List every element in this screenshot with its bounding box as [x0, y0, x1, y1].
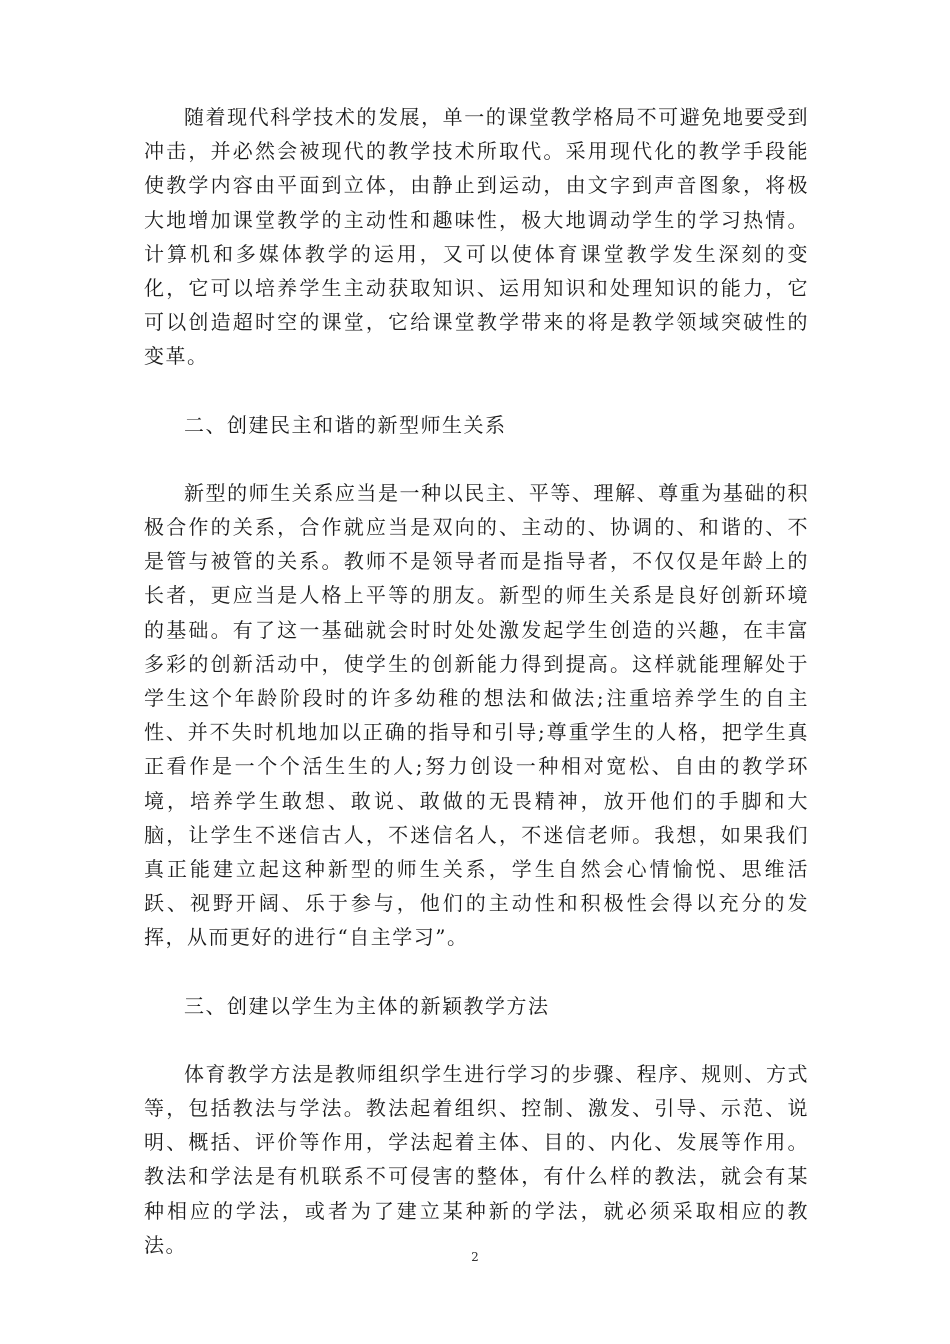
document-body — [144, 100, 809, 1262]
section-heading-teacher-student-relationship: 二、创建民主和谐的新型师生关系 — [184, 412, 507, 437]
paragraph-teaching-methods: 体育教学方法是教师组织学生进行学习的步骤、程序、规则、方式等，包括教法与学法。教法起着组织、控制、激发、引导、示范、说明、概括、评价等作用，学法起着主体、目的、内化、发展等作用。教法和学法是有机联系不可侵害的整体，有什么样的教法，就会有某种相应的学法，或者为了建立某种新的学法，就必须采取相应的教法。 — [144, 1061, 809, 1257]
paragraph-modern-technology: 随着现代科学技术的发展，单一的课堂教学格局不可避免地要受到冲击，并必然会被现代的教学技术所取代。采用现代化的教学手段能使教学内容由平面到立体，由静止到运动，由文字到声音图象，将极大地增加课堂教学的主动性和趣味性，极大地调动学生的学习热情。计算机和多媒体教学的运用，又可以使体育课堂教学发生深刻的变化，它可以培养学生主动获取知识、运用知识和处理知识的能力，它可以创造超时空的课堂，它给课堂教学带来的将是教学领域突破性的变革。 — [144, 105, 809, 369]
page-number: 2 — [471, 1250, 479, 1264]
section-heading-teaching-methods: 三、创建以学生为主体的新颖教学方法 — [184, 993, 550, 1018]
paragraph-teacher-student-relationship: 新型的师生关系应当是一种以民主、平等、理解、尊重为基础的积极合作的关系，合作就应当是双向的、主动的、协调的、和谐的、不是管与被管的关系。教师不是领导者而是指导者，不仅仅是年龄上的长者，更应当是人格上平等的朋友。新型的师生关系是良好创新环境的基础。有了这一基础就会时时处处激发起学生创造的兴趣，在丰富多彩的创新活动中，使学生的创新能力得到提高。这样就能理解处于学生这个年龄阶段时的许多幼稚的想法和做法;注重培养学生的自主性、并不失时机地加以正确的指导和引导;尊重学生的人格，把学生真正看作是一个个活生生的人;努力创设一种相对宽松、自由的教学环境，培养学生敢想、敢说、敢做的无畏精神，放开他们的手脚和大脑，让学生不迷信古人，不迷信名人，不迷信老师。我想，如果我们真正能建立起这种新型的师生关系，学生自然会心情愉悦、思维活跃、视野开阔、乐于参与，他们的主动性和积极性会得以充分的发挥，从而更好的进行“自主学习”。 — [144, 480, 809, 950]
